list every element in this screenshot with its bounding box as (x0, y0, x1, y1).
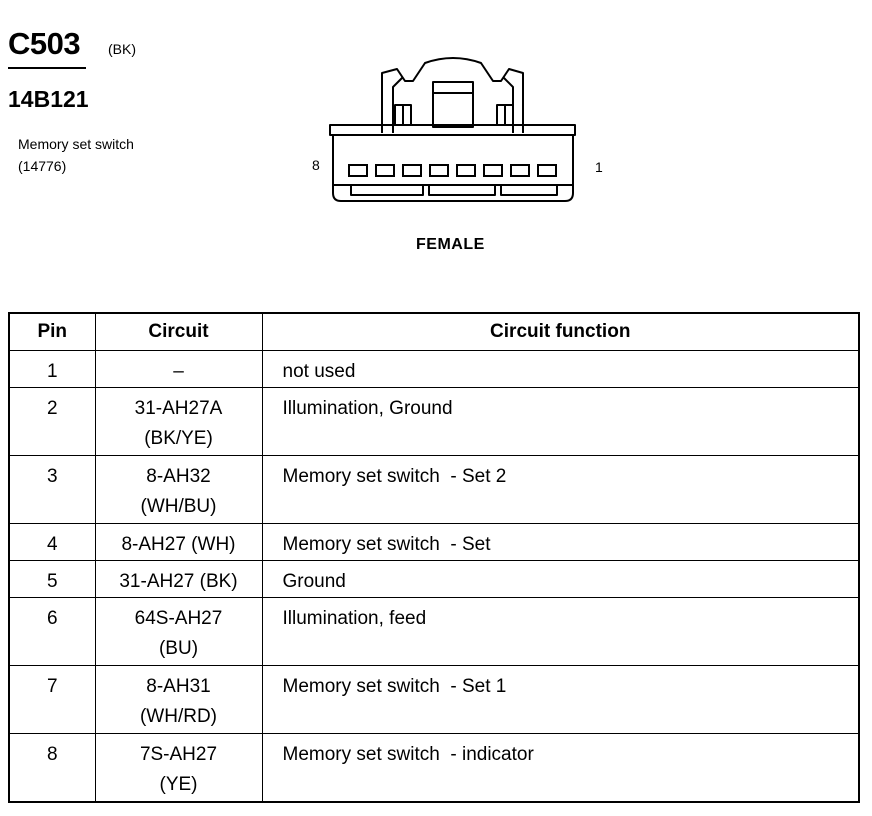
circuit-line: (BU) (158, 638, 199, 659)
pin-table (8, 312, 860, 803)
circuit-line: 8-AH32 (146, 466, 211, 487)
cell-pin: 1 (9, 351, 95, 388)
circuit-line: 31-AH27 (BK) (119, 571, 238, 592)
cell-function: Memory set switch - Set 2 (262, 456, 859, 524)
connector-gender: FEMALE (416, 236, 485, 253)
connector-cavity (376, 165, 394, 176)
cell-circuit (95, 351, 262, 388)
table-row (9, 666, 859, 734)
cell-pin: 2 (9, 388, 95, 456)
table-row (9, 351, 859, 388)
connector-lock-tab (433, 82, 473, 127)
cell-pin: 4 (9, 524, 95, 561)
circuit-line: 7S-AH27 (139, 744, 218, 765)
cell-circuit (95, 524, 262, 561)
cell-circuit (95, 388, 262, 456)
cell-function: Memory set switch - Set (262, 524, 859, 561)
cell-function: Illumination, feed (262, 598, 859, 666)
circuit-line: (WH/RD) (139, 706, 218, 727)
cell-pin: 3 (9, 456, 95, 524)
cell-circuit (95, 734, 262, 802)
connector-cavity (457, 165, 475, 176)
table-row (9, 598, 859, 666)
circuit-line: 8-AH31 (146, 676, 211, 697)
table-header-row (9, 313, 859, 351)
connector-cavity (538, 165, 556, 176)
table-row (9, 734, 859, 802)
cell-function: Memory set switch - Set 1 (262, 666, 859, 734)
table-row (9, 388, 859, 456)
connector-cavities (349, 165, 556, 176)
pin-number-left: 8 (312, 157, 320, 173)
circuit-line: (YE) (159, 774, 198, 795)
circuit-line: 31-AH27A (134, 398, 223, 419)
cell-function: Ground (262, 561, 859, 598)
circuit-line: 64S-AH27 (134, 608, 223, 629)
cell-circuit (95, 666, 262, 734)
table-row (9, 561, 859, 598)
cell-pin: 8 (9, 734, 95, 802)
pin-number-right: 1 (595, 159, 603, 175)
cell-function: not used (262, 351, 859, 388)
circuit-line: (WH/BU) (140, 496, 217, 517)
circuit-line: (BK/YE) (144, 428, 213, 449)
cell-pin: 6 (9, 598, 95, 666)
connector-id: C503 (8, 26, 81, 61)
component-name: Memory set switch (18, 136, 134, 152)
connector-face-diagram (325, 55, 580, 210)
connector-id-underline (8, 67, 86, 69)
cell-circuit (95, 561, 262, 598)
connector-cavity (430, 165, 448, 176)
component-number: (14776) (18, 158, 67, 174)
cell-circuit (95, 598, 262, 666)
connector-cavity (403, 165, 421, 176)
connector-cavity (484, 165, 502, 176)
header-pin: Pin (9, 313, 95, 351)
cell-function: Illumination, Ground (262, 388, 859, 456)
cell-pin: 5 (9, 561, 95, 598)
circuit-line: – (173, 361, 184, 382)
table-row (9, 524, 859, 561)
circuit-line: 8-AH27 (WH) (121, 534, 236, 555)
connector-color: (BK) (108, 41, 136, 57)
table-row (9, 456, 859, 524)
connector-cavity (349, 165, 367, 176)
part-number: 14B121 (8, 86, 89, 112)
cell-circuit (95, 456, 262, 524)
header-function: Circuit function (262, 313, 859, 351)
connector-cavity (511, 165, 529, 176)
cell-function: Memory set switch - indicator (262, 734, 859, 802)
header-circuit: Circuit (95, 313, 262, 351)
cell-pin: 7 (9, 666, 95, 734)
